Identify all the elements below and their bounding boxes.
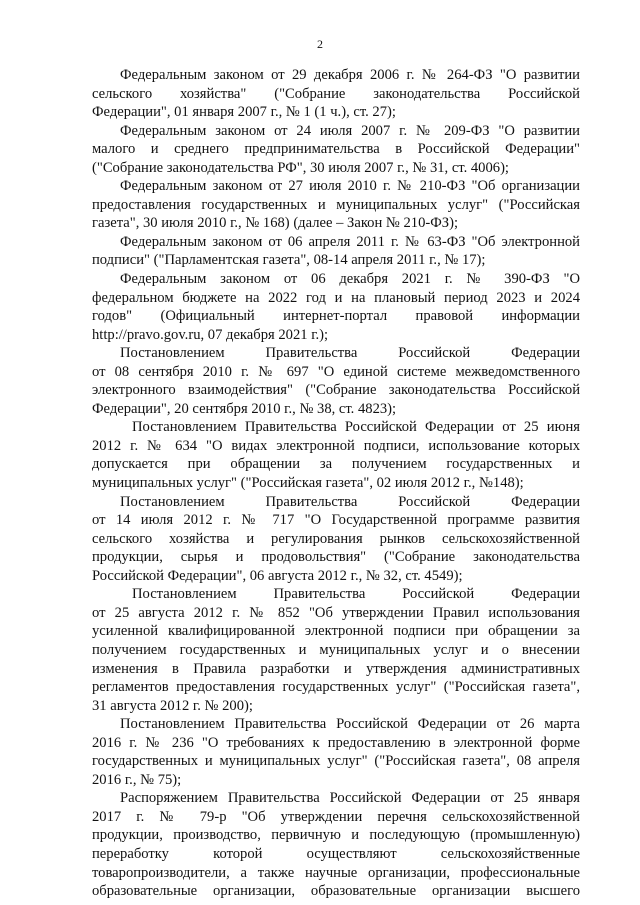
text-line: годов" (Официальный интернет-портал правовой информации — [92, 308, 580, 325]
text-line: малого и среднего предпринимательства в Российской Федерации" — [92, 141, 580, 158]
text-line: от 08 сентября 2010 г. № 697 "О единой системе межведомственного — [92, 363, 580, 380]
text-line: федеральном бюджете на 2022 год и на плановый период 2023 и 2024 — [92, 289, 580, 306]
text-line: Постановлением Правительства Российской Федерации от 26 марта — [120, 716, 580, 733]
text-line: от 25 августа 2012 г. № 852 "Об утверждении Правил использования — [92, 604, 580, 621]
paragraph-order-79r — [92, 789, 580, 900]
text-line: 2017 г. № 79-р "Об утверждении перечня сельскохозяйственной — [92, 808, 580, 825]
text-line: товаропроизводители, а также научные организации, профессиональные — [92, 864, 580, 881]
text-line: Российской Федерации", 06 августа 2012 г., № 32, ст. 4549); — [92, 567, 463, 584]
paragraph-federal-law-210 — [92, 177, 580, 233]
text-line: сельского хозяйства и регулирования рынков сельскохозяйственной — [92, 530, 580, 547]
paragraph-federal-law-264 — [92, 66, 580, 122]
text-line: 2016 г., № 75); — [92, 771, 182, 788]
text-line: продукции, сырья и продовольствия" ("Собрание законодательства — [92, 549, 580, 566]
text-line: 31 августа 2012 г. № 200); — [92, 697, 253, 714]
text-line: усиленной квалифицированной электронной подписи при обращении за — [92, 623, 580, 640]
text-line: предоставления государственных и муниципальных услуг" ("Российская — [92, 196, 580, 213]
document-body — [92, 66, 580, 901]
text-line: сельского хозяйства" ("Собрание законодательства Российской — [92, 85, 580, 102]
text-line: Постановлением Правительства Российской Федерации — [120, 345, 580, 362]
text-line: муниципальных услуг" ("Российская газета", 02 июля 2012 г., №148); — [92, 475, 524, 492]
text-line: продукции, производство, первичную и последующую (промышленную) — [92, 827, 580, 844]
text-line: электронного взаимодействия" ("Собрание законодательства Российской — [92, 382, 580, 399]
text-line: подписи" ("Парламентская газета", 08-14 апреля 2011 г., № 17); — [92, 252, 486, 269]
text-line: 2016 г. № 236 "О требованиях к предоставлению в электронной форме — [92, 734, 580, 751]
text-line: Федеральным законом от 06 апреля 2011 г. № 63-ФЗ "Об электронной — [120, 233, 580, 250]
paragraph-resolution-852 — [92, 585, 580, 715]
text-line: получением государственных и муниципальных услуг и о внесении — [92, 641, 580, 658]
text-line: образовательные организации, образовательные организации высшего — [92, 883, 580, 900]
text-line: Федерации", 20 сентября 2010 г., № 38, ст. 4823); — [92, 400, 397, 417]
text-line: ("Собрание законодательства РФ", 30 июля 2007 г., № 31, ст. 4006); — [92, 159, 509, 176]
text-line: переработку которой осуществляют сельскохозяйственные — [92, 845, 580, 862]
text-line: Постановлением Правительства Российской Федерации от 25 июня — [132, 419, 580, 436]
paragraph-resolution-634 — [92, 418, 580, 492]
text-line: 2012 г. № 634 "О видах электронной подписи, использование которых — [92, 437, 580, 454]
text-line: регламентов предоставления государственных услуг" ("Российская газета", — [92, 679, 580, 696]
text-line: Федеральным законом от 29 декабря 2006 г. № 264-ФЗ "О развитии — [120, 67, 580, 83]
text-line: газета", 30 июля 2010 г., № 168) (далее – Закон № 210-ФЗ); — [92, 215, 459, 232]
text-line: Федеральным законом от 24 июля 2007 г. № 209-ФЗ "О развитии — [120, 122, 580, 139]
text-line: Федеральным законом от 27 июля 2010 г. № 210-ФЗ "Об организации — [120, 178, 580, 195]
paragraph-resolution-697 — [92, 344, 580, 418]
text-line: Распоряжением Правительства Российской Федерации от 25 января — [120, 790, 580, 807]
paragraph-resolution-236 — [92, 715, 580, 789]
paragraph-federal-law-209 — [92, 122, 580, 178]
paragraph-federal-law-63 — [92, 233, 580, 270]
paragraph-federal-law-390 — [92, 270, 580, 344]
text-line: изменения в Правила разработки и утверждения административных — [92, 660, 580, 677]
text-line: допускается при обращении за получением государственных и — [92, 456, 580, 473]
text-line: государственных и муниципальных услуг" ("Российская газета", 08 апреля — [92, 753, 580, 770]
text-line: Постановлением Правительства Российской Федерации — [132, 586, 580, 603]
text-line: http://pravo.gov.ru, 07 декабря 2021 г.); — [92, 326, 329, 343]
text-line: Федеральным законом от 06 декабря 2021 г. № 390-ФЗ "О — [120, 271, 580, 288]
text-line: Постановлением Правительства Российской Федерации — [120, 493, 580, 510]
text-line: Федерации", 01 января 2007 г., № 1 (1 ч.), ст. 27); — [92, 104, 396, 121]
text-line: от 14 июля 2012 г. № 717 "О Государственной программе развития — [92, 512, 580, 529]
page-number: 2 — [317, 37, 323, 51]
paragraph-resolution-717 — [92, 493, 580, 586]
